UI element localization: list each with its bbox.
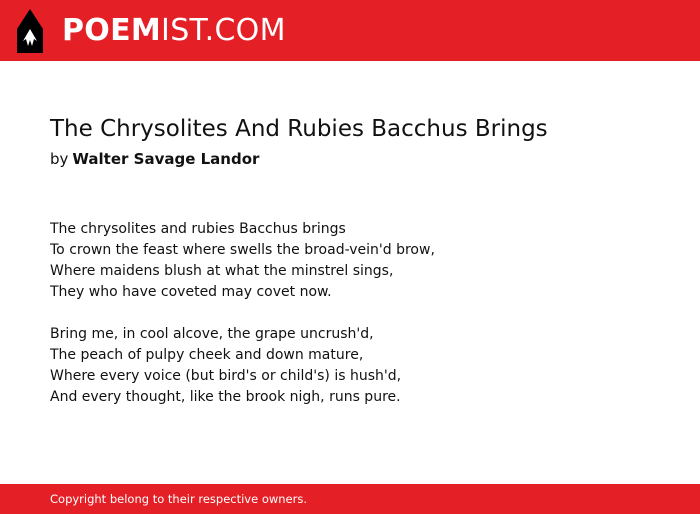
poem-stanza-2 (50, 324, 401, 408)
poem-line: Bring me, in cool alcove, the grape uncrush'd, (50, 326, 374, 342)
pencil-tip-icon (17, 9, 43, 53)
poem-title: The Chrysolites And Rubies Bacchus Brings (50, 116, 548, 142)
site-logo-text (62, 13, 286, 48)
poem-line: To crown the feast where swells the broad-vein'd brow, (50, 242, 435, 258)
poem-line: Where every voice (but bird's or child's) is hush'd, (50, 368, 402, 384)
site-header (0, 0, 700, 61)
copyright-notice: Copyright belong to their respective owners. (50, 492, 308, 506)
poem-line: The peach of pulpy cheek and down mature, (50, 347, 364, 363)
logo-text-light: IST.COM (161, 13, 286, 48)
poem-line: Where maidens blush at what the minstrel sings, (50, 263, 394, 279)
poem-stanza-1 (50, 219, 435, 303)
poem-line: And every thought, like the brook nigh, runs pure. (50, 389, 401, 405)
author-link[interactable]: Walter Savage Landor (72, 150, 260, 168)
poem-line: They who have coveted may covet now. (50, 284, 332, 300)
site-logo-link[interactable] (17, 8, 286, 54)
site-footer (0, 484, 700, 514)
logo-text-strong: POEM (62, 13, 162, 48)
byline-prefix: by (50, 150, 69, 168)
poem-byline (50, 150, 259, 168)
poem-line: The chrysolites and rubies Bacchus brings (50, 221, 346, 237)
